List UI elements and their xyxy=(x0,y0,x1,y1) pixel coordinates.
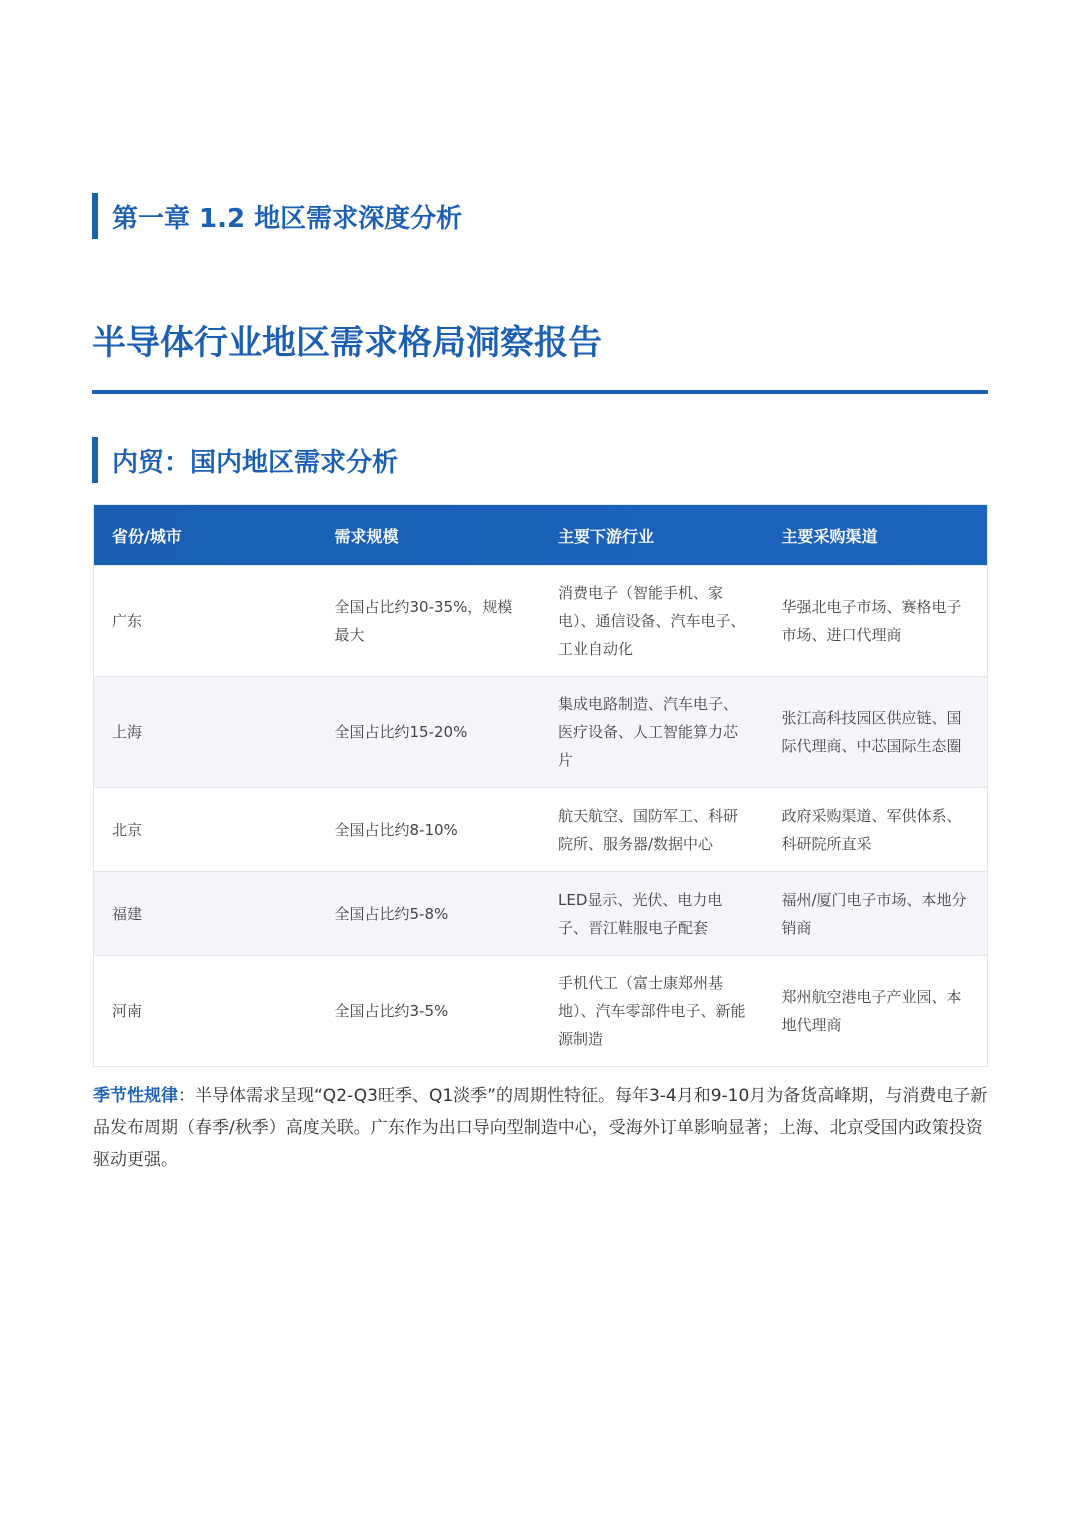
cell-procurement-channel: 华强北电子市场、赛格电子市场、进口代理商 xyxy=(781,598,962,644)
table-header xyxy=(94,505,987,565)
table-row xyxy=(94,565,987,676)
cell-downstream-industry: LED显示、光伏、电力电子、晋江鞋服电子配套 xyxy=(558,890,723,937)
cell-procurement-channel: 福州/厦门电子市场、本地分销商 xyxy=(781,890,967,937)
cell-province: 广东 xyxy=(112,612,143,630)
region-demand-table xyxy=(93,504,988,1067)
cell-downstream-industry: 集成电路制造、汽车电子、医疗设备、人工智能算力芯片 xyxy=(558,695,739,769)
table-row xyxy=(94,955,987,1066)
chapter-heading xyxy=(92,193,462,239)
cell-procurement-channel: 郑州航空港电子产业园、本地代理商 xyxy=(781,988,962,1034)
cell-demand-scale: 全国占比约30-35%，规模最大 xyxy=(334,598,513,644)
note-label: 季节性规律 xyxy=(93,1086,178,1106)
cell-demand-scale: 全国占比约5-8% xyxy=(334,904,449,923)
cell-province: 河南 xyxy=(112,1002,143,1020)
cell-downstream-industry: 航天航空、国防军工、科研院所、服务器/数据中心 xyxy=(558,806,739,853)
chapter-heading-text: 第一章 1.2 地区需求深度分析 xyxy=(112,203,463,234)
cell-downstream-industry: 手机代工（富士康郑州基地）、汽车零部件电子、新能源制造 xyxy=(558,974,746,1048)
header-demand-scale: 需求规模 xyxy=(334,526,399,546)
cell-province: 福建 xyxy=(112,904,143,923)
table-row xyxy=(94,676,987,787)
cell-province: 上海 xyxy=(112,723,143,741)
header-procurement-channel: 主要采购渠道 xyxy=(781,526,878,546)
section-heading xyxy=(92,437,398,483)
section-heading-text: 内贸：国内地区需求分析 xyxy=(112,447,399,478)
title-divider xyxy=(92,390,988,394)
seasonality-note xyxy=(93,1080,989,1176)
header-downstream-industry: 主要下游行业 xyxy=(558,526,655,546)
cell-downstream-industry: 消费电子（智能手机、家电）、通信设备、汽车电子、工业自动化 xyxy=(558,584,746,658)
header-province: 省份/城市 xyxy=(112,526,182,546)
cell-procurement-channel: 政府采购渠道、军供体系、科研院所直采 xyxy=(781,806,962,853)
cell-demand-scale: 全国占比约3-5% xyxy=(334,1002,449,1020)
note-text: ：半导体需求呈现“Q2-Q3旺季、Q1淡季”的周期性特征。每年3-4月和9-10月为备货高峰期，与消费电子新品发布周期（春季/秋季）高度关联。广东作为出口导向型制造中心，受海外订单影响显著；上海、北京受国内政策投资驱动更强。 xyxy=(93,1086,988,1170)
table-row xyxy=(94,787,987,871)
cell-procurement-channel: 张江高科技园区供应链、国际代理商、中芯国际生态圈 xyxy=(781,709,962,755)
table-row xyxy=(94,871,987,955)
cell-province: 北京 xyxy=(112,820,143,839)
cell-demand-scale: 全国占比约8-10% xyxy=(334,820,458,839)
page-title: 半导体行业地区需求格局洞察报告 xyxy=(92,323,602,363)
cell-demand-scale: 全国占比约15-20% xyxy=(334,723,468,741)
